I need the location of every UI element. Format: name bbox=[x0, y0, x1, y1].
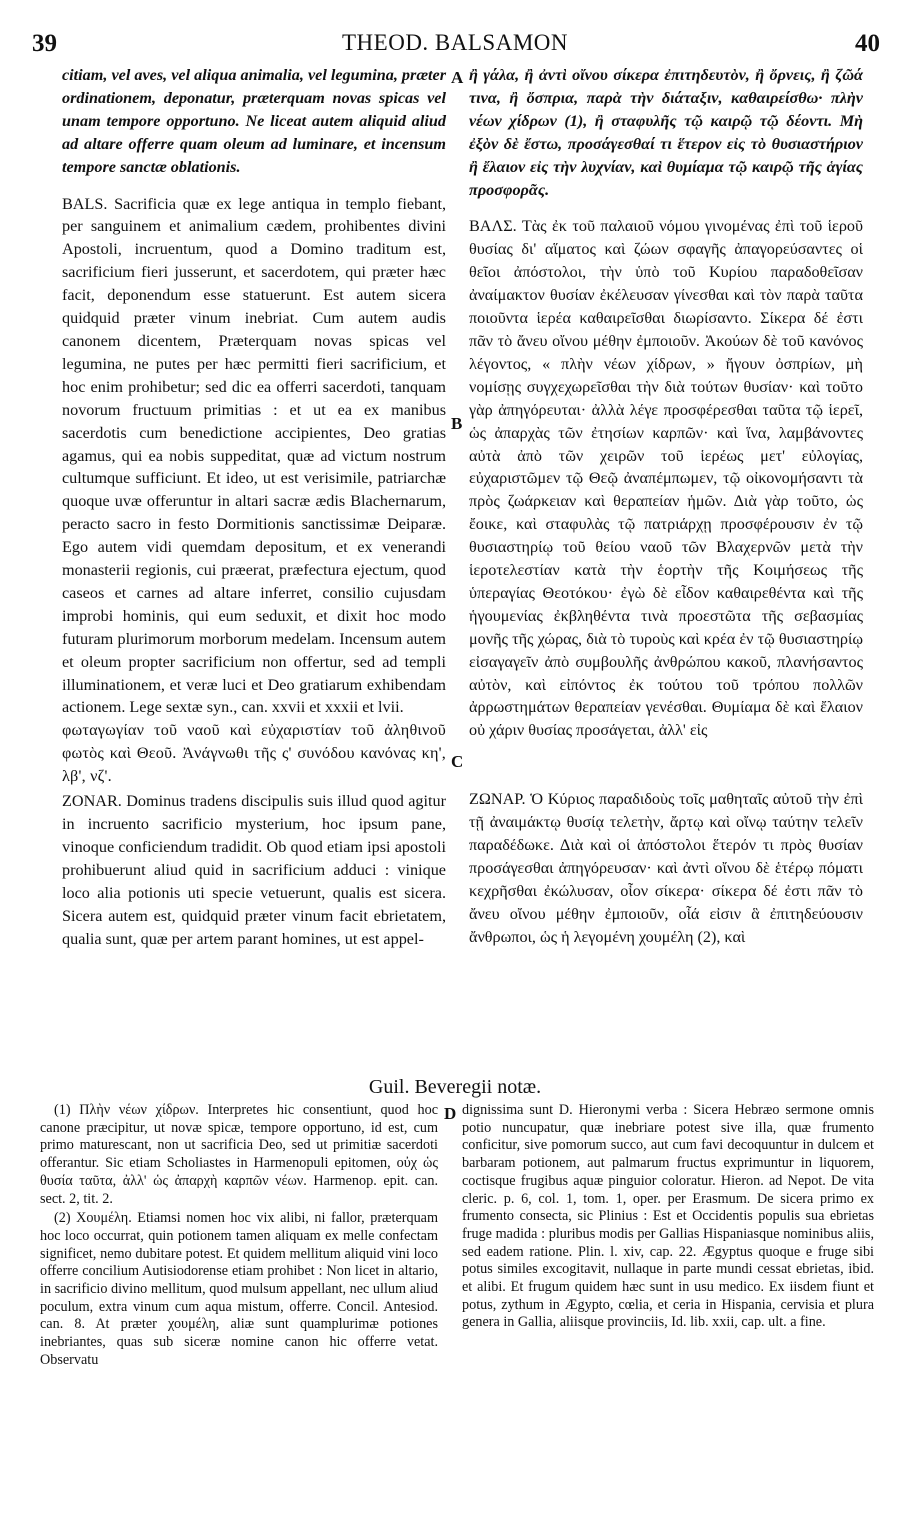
canon-greek: ἢ γάλα, ἢ ἀντὶ οἴνου σίκερα ἐπιτηδευτὸν, ἢ ὄρνεις, ἢ ζῶά τινα, ἢ ὄσπρια, παρὰ τὴν διάταξιν, καθαιρείσθω· πλὴν νέων χίδρων (1), ἢ σταφυλῆς τῷ καιρῷ τῷ δέοντι. Μὴ ἐξὸν δὲ ἔστω, προσάγεσθαί τι ἕτερον εἰς τὸ θυσιαστήριον ἢ ἔλαιον εἰς τὴν λυχνίαν, καὶ θυμίαμα τῷ καιρῷ τῆς ἁγίας προσφορᾶς. bbox=[469, 66, 863, 199]
note-1: (1) Πλὴν νέων χίδρων. Interpretes hic consentiunt, quod hoc canone præcipitur, ut novæ spicæ, tempore opportuno, id est, cum primo maturescant, non ut sacrificia Deo, sed ut primitiæ sacerdoti offerantur. Sic etiam Scholiastes in Harmenopuli epitomen, οὐχ ὡς θυσία ταῦτα, ἀλλ' ὡς ἀπαρχὴ καρπῶν νέων. Harmenop. epit. can. sect. 2, tit. 2. bbox=[40, 1102, 438, 1207]
canon-latin: citiam, vel aves, vel aliqua animalia, vel legumina, præter ordinationem, deponatur, præterquam novas spicas vel unam tempore opportuno. Ne liceat autem aliquid aliud ad altare offerre quam oleum ad luminare, et incensum tempore sanctæ oblationis. bbox=[62, 66, 446, 176]
page-header bbox=[0, 0, 910, 62]
page-number-left: 39 bbox=[32, 30, 57, 57]
zonaras-greek: ΖΩΝΑΡ. Ὁ Κύριος παραδιδοὺς τοῖς μαθηταῖς αὐτοῦ τὴν ἐπὶ τῇ ἀναιμάκτῳ θυσίᾳ τελετὴν, ἄρτῳ καὶ οἴνῳ ταύτην τελεῖν παραδέδωκε. Διὰ καὶ οἱ ἀπόστολοι ἕτερόν τι πρὸς θυσίαν προσάγεσθαι ἀπηγόρευσαν· καὶ ἀντὶ οἴνου δὲ ἑτέρῳ πόματι κεχρῆσθαι ἐκώλυσαν, οἷον σίκερα· σίκερα δέ ἐστι πᾶν τὸ ἄνευ οἴνου μέθην ἐμποιοῦν, οἷά εἰσιν ἃ ἐπιτηδεύουσιν ἄνθρωποι, ὡς ἡ λεγομένη χουμέλη (2), καὶ bbox=[469, 790, 863, 946]
page-number-right: 40 bbox=[855, 30, 880, 57]
section-marker-b: B bbox=[451, 414, 463, 433]
notes-title: Guil. Beveregii notæ. bbox=[368, 1076, 542, 1098]
notes-right-column bbox=[462, 1102, 874, 1332]
greek-spill-line: φωταγωγίαν τοῦ ναοῦ καὶ εὐχαριστίαν τοῦ ἀληθινοῦ φωτὸς καὶ Θεοῦ. Ἀνάγνωθι τῆς ς' συνόδου κανόνας κη', λβ', νζ'. bbox=[62, 721, 446, 786]
left-column bbox=[62, 64, 446, 950]
balsamon-greek: ΒΑΛΣ. Τὰς ἐκ τοῦ παλαιοῦ νόμου γινομένας ἐπὶ τοῦ ἱεροῦ θυσίας δι' αἵματος καὶ ζώων σφαγῆς ἀπαγορεύσαντες οἱ θεῖοι ἀπόστολοι, τὴν ὑπὸ τοῦ Κυρίου παραδοθεῖσαν ἀναίμακτον θυσίαν ἐκέλευσαν γίνεσθαι καὶ τὸν παρὰ ταῦτα ποιοῦντα ἱερέα καθαιρεῖσθαι διωρίσαντο. Σίκερα δέ ἐστι πᾶν τὸ ἄνευ οἴνου μέθην ἐμποιοῦν. Ἀκούων δὲ τοῦ κανόνος λέγοντος, « πλὴν νέων χίδρων, » ἤγουν ὀσπρίων, μὴ νομίσῃς συγχεχωρεῖσθαι τὴν διὰ τούτων θυσίαν· καὶ τοῦτο γὰρ ἀπηγόρευται· ἀλλὰ λέγε προσφέρεσθαι ταῦτα τῷ ἱερεῖ, ὡς ἀπαρχὰς τῶν ἐτησίων καρπῶν· καὶ ἵνα, λαμβάνοντες αὐτὰ ἀπὸ τῶν χειρῶν τοῦ ἱερέως μετ' εὐλογίας, εὐχαριστῶμεν τῷ Θεῷ ἀναπέμπωμεν, τῷ οἰκονομήσαντι τὰ πρὸς ζωάρκειαν καὶ θεραπείαν ἡμῶν. Διὰ γὰρ τοῦτο, ὡς ἔοικε, καὶ σταφυλὰς τῷ πατριάρχῃ προσφέρουσιν ἐν τῷ θυσιαστηρίῳ τοῦ θείου ναοῦ τῶν Βλαχερνῶν μετὰ τὴν ἱεροτελεστίαν κατὰ τὴν ἑορτὴν τῆς Κοιμήσεως τῆς ὑπεραγίας Θεοτόκου· ἐγὼ δὲ εἶδον καθαιρεθέντα καὶ τῆς ἡγουμενίας ἐκβληθέντα τινὰ προεστῶτα τῆς σεβασμίας μονῆς τῆς χώρας, διὰ τὸ τυροὺς καὶ κρέα ἐν τῷ θυσιαστηρίῳ εἰσαγαγεῖν ἀπὸ συμβουλῆς ἀνθρώπου κακοῦ, πλανήσαντος αὐτὸν, καὶ εἰπόντος ἐκ τούτου τοῦ τρόπου πολλῶν ἀρρωστημάτων θεραπείαν γενέσθαι. Θυμίαμα δὲ καὶ ἔλαιον οὐ χάριν θυσίας προσάγεται, ἀλλ' εἰς bbox=[469, 217, 863, 740]
section-marker-d: D bbox=[444, 1104, 457, 1123]
right-column bbox=[469, 64, 863, 949]
notes-left-column bbox=[40, 1102, 438, 1370]
note-right-text: dignissima sunt D. Hieronymi verba : Sicera Hebræo sermone omnis potio nuncupatur, quæ inebriare potest sive illa, quæ frumento conficitur, sive pomorum succo, aut cum favi decoquuntur in dulcem et barbaram potionem, aut palmarum fructus exprimuntur in liquorem, coctisque frugibus aquæ pinguior coloratur. Hieron. ad Nepot. De vita cleric. p. 6, col. 1, tom. 1, oper. per Erasmum. De sicera primo ex frumento consecta, sic Plinius : Est et Occidentis populis sua ebrietas fruge madida : pluribus modis per Gallias Hispaniasque nominibus aliis, sed eadem ratione. Plin. l. xiv, cap. 22. Ægyptus quoque e fruge sibi potus similes excogitavit, nullaque in parte mundi cessat ebrietas, ibid. et alibi. Et frugum quidem hæc sunt in usu medico. Ex iisdem fiunt et potus, zythum in Ægypto, cœlia, et ceria in Hispania, cervisia et plura genera in Gallia, aliisque provinciis, Id. lib. xxii, cap. ult. a fine. bbox=[462, 1102, 874, 1331]
section-marker-a: A bbox=[451, 68, 464, 87]
balsamon-latin: BALS. Sacrificia quæ ex lege antiqua in templo fiebant, per sanguinem et animalium cædem, prohibentes divini Apostoli, incruentum, quod a Domino traditum est, sacrificium fieri jusserunt, et sacerdotem, qui præter hæc facit, deponendum esse statuerunt. Est autem sicera quidquid præter vinum inebriat. Cum autem audis canonem dicentem, Præterquam novas spicas vel legumina, ne putes per hæc permitti fieri sacrificium, et hoc enim prohibetur; sed dic ea offerri sacerdoti, tanquam novorum fructuum primitias : et ut ea ex manibus sacerdotis cum benedictione accipientes, Deo gratias agamus, qui ea nobis suppeditat, quæ ad victum nostrum cultumque sufficiunt. Et ideo, ut est verisimile, patriarchæ quoque uvæ offeruntur in altari sacræ ædis Blachernarum, peracto sacro in festo Dormitionis sanctissimæ Deiparæ. Ego autem vidi quemdam depositum, et ex venerandi monasterii regionis, cui præerat, præfectura ejectum, quod caseos et carnes ad altare inferret, consilio cujusdam improbi hominis, qui eum seduxit, et dixit hoc modo futuram plurimorum morborum medelam. Incensum autem et oleum propter sacrificium non offertur, sed ad templi illuminationem, et veræ luci et Deo gratiarum exhibendam actionem. Lege sextæ syn., can. xxvii et xxxii et lvii. bbox=[62, 194, 446, 717]
section-marker-c: C bbox=[451, 752, 464, 771]
note-2: (2) Χουμέλη. Etiamsi nomen hoc vix alibi, ni fallor, præterquam hoc loco occurrat, quin potionem tamen aliquam ex melle confectam significet, nemo dubitare potest. Et quidem mellitum aliquid vini loco offerre concilium Autisiodorense etiam prohibet : Non licet in altario, in sacrificio divino mellitum, quod mulsum appellant, nec ullum aliud poculum, extra vinum cum aqua mistum, offerre. Concil. Antesiod. can. 8. At præter χουμέλη, aliæ sunt quamplurimæ potiones inebriantes, quas sub siceræ nomine canon hic offerre vetat. Observatu bbox=[40, 1210, 438, 1368]
running-head: THEOD. BALSAMON bbox=[342, 30, 568, 55]
zonaras-latin: ZONAR. Dominus tradens discipulis suis illud quod agitur in incruento sacrificio mysterium, hoc ipsum pane, vinoque conficiendum tradidit. Ob quod etiam ipsi apostoli prohibuerunt aliud quid in sacrificium adduci : vinique loco alia potionis uti specie vetuerunt, qualis est sicera. Sicera autem est, quidquid præter vinum facit ebrietatem, qualia sunt, quæ per artem parant homines, ut est appel- bbox=[62, 792, 446, 948]
